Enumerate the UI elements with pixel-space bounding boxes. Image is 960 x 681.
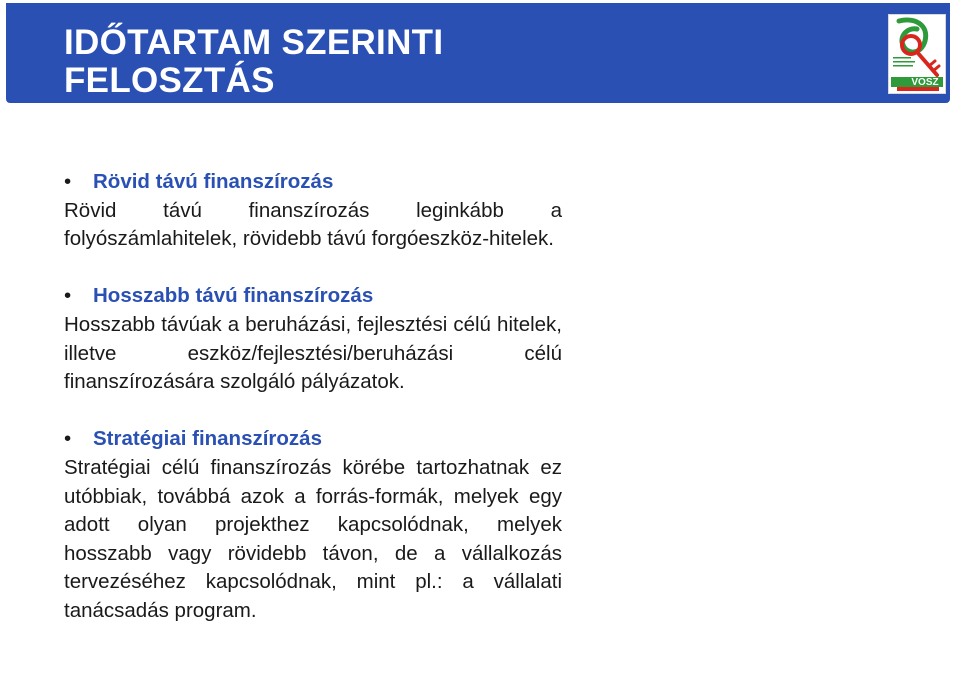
vosz-logo <box>888 14 946 94</box>
section-heading-text: Stratégiai finanszírozás <box>93 427 322 451</box>
bullet: • <box>64 170 72 193</box>
section-body: Hosszabb távúak a beruházási, fejlesztési célú hitelek, illetve eszköz/fejlesztési/beruházási célú finanszírozására szolgáló pályázatok. <box>64 312 562 394</box>
section-heading-text: Hosszabb távú finanszírozás <box>93 284 374 308</box>
section-body: Rövid távú finanszírozás leginkább a folyószámlahitelek, rövidebb távú forgóeszköz-hitelek. <box>64 198 562 251</box>
main-content <box>64 168 562 654</box>
section-heading-text: Rövid távú finanszírozás <box>93 170 334 193</box>
page-title-line-1: IDŐTARTAM SZERINTI <box>64 23 444 62</box>
section-body: Stratégiai célú finanszírozás körébe tartozhatnak ez utóbbiak, továbbá azok a forrás-formák, melyek egy adott olyan projekthez kapcsolódnak, melyek hosszabb vagy rövidebb távon, de a vállalkozás tervezéséhez kapcsolódnak, mint pl.: a vállalati tanácsadás program. <box>64 455 562 622</box>
section-heading <box>64 282 562 311</box>
section-long-term <box>64 282 562 396</box>
section-strategic <box>64 425 562 625</box>
vosz-logo-icon <box>889 15 945 93</box>
page-title-line-2: FELOSZTÁS <box>64 61 275 100</box>
section-heading <box>64 168 562 197</box>
section-heading <box>64 425 562 454</box>
bullet: • <box>64 284 72 308</box>
header-bar <box>0 0 960 103</box>
page-title <box>64 24 624 100</box>
section-short-term <box>64 168 562 254</box>
logo-text: VOSZ <box>911 77 939 88</box>
bullet: • <box>64 427 72 451</box>
